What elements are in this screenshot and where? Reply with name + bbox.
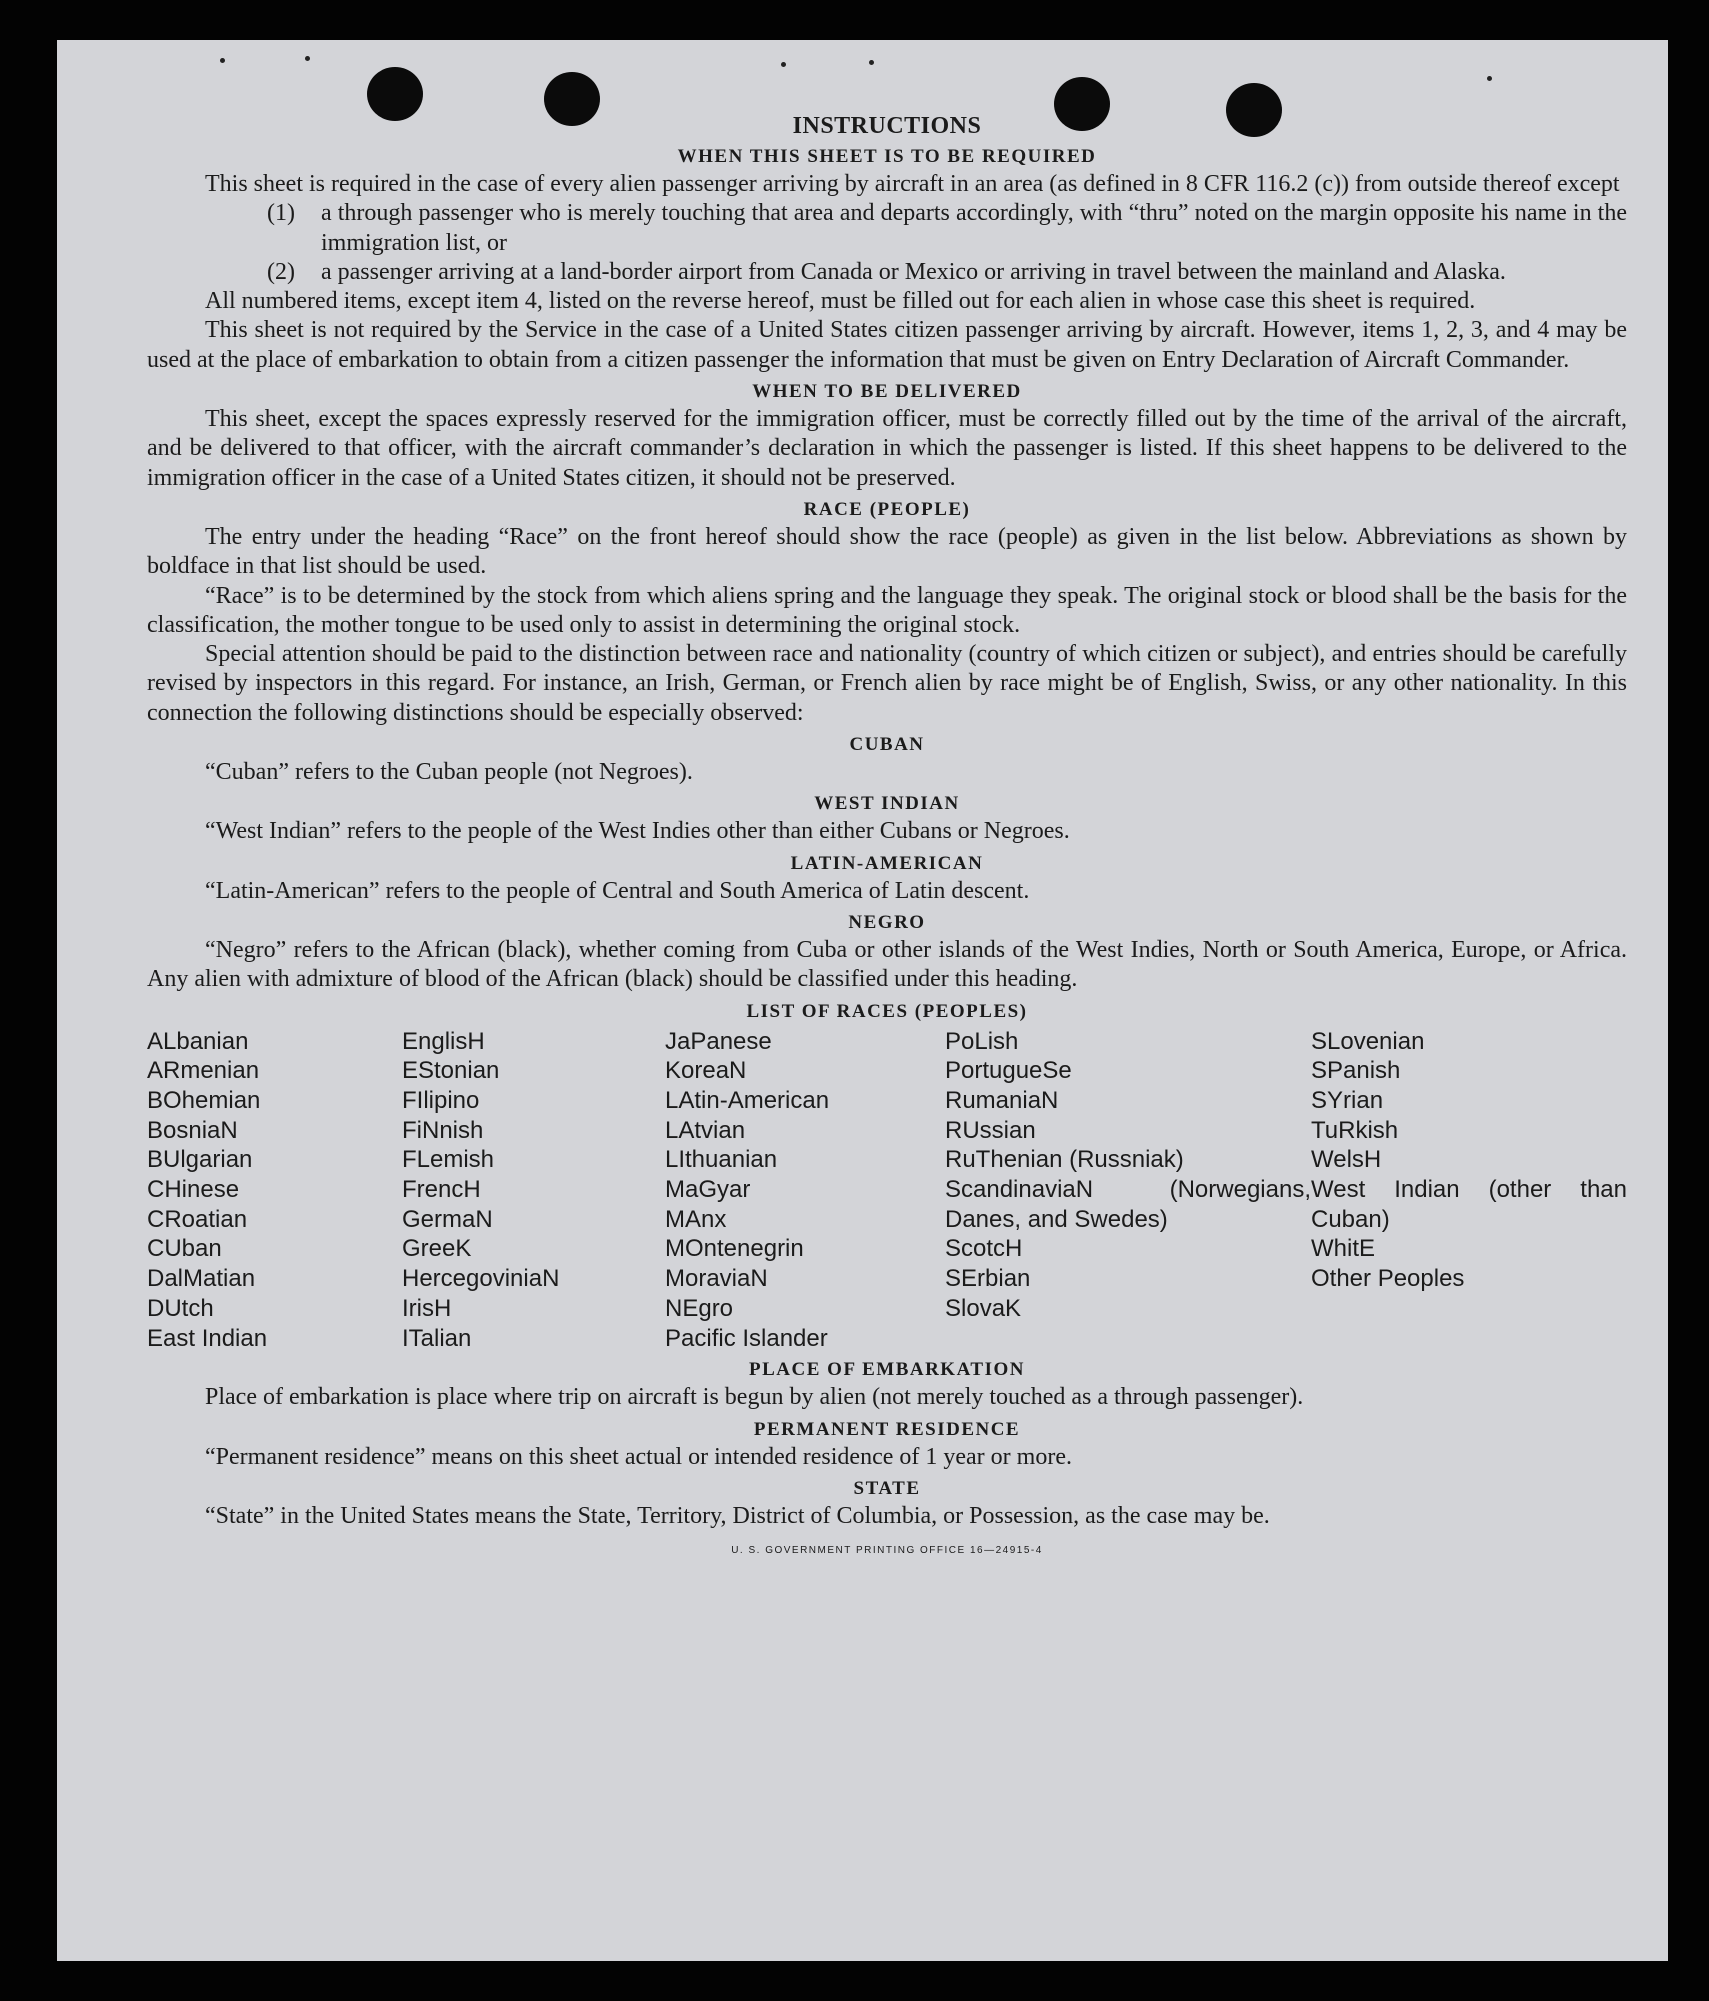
paragraph: “Latin-American” refers to the people of Central and South America of Latin descent. bbox=[205, 877, 1030, 904]
heading-list-of-races: LIST OF RACES (PEOPLES) bbox=[746, 1000, 1028, 1022]
speck bbox=[220, 58, 225, 63]
paragraph: The entry under the heading “Race” on the front hereof should show the race (people) as given in the list below. Abbreviations as shown by boldface in that list should be used. bbox=[147, 523, 1627, 580]
races-column bbox=[147, 1027, 402, 1354]
race-item: SLovenian bbox=[1311, 1027, 1425, 1055]
speck bbox=[869, 60, 874, 65]
race-item: LAtin-American bbox=[665, 1086, 830, 1114]
race-item: CRoatian bbox=[147, 1205, 248, 1233]
race-item: SYrian bbox=[1311, 1086, 1384, 1114]
races-list bbox=[147, 1027, 1627, 1354]
races-column bbox=[945, 1027, 1311, 1354]
race-item: LAtvian bbox=[665, 1116, 746, 1144]
race-item: IrisH bbox=[402, 1294, 452, 1322]
paragraph: “Permanent residence” means on this sheet actual or intended residence of 1 year or more. bbox=[205, 1443, 1072, 1470]
race-item: Pacific Islander bbox=[665, 1324, 828, 1352]
race-item: RuThenian (Russniak) bbox=[945, 1146, 1184, 1174]
instructions-content bbox=[147, 113, 1627, 1556]
race-item: MAnx bbox=[665, 1205, 727, 1233]
printing-office-footer: U. S. GOVERNMENT PRINTING OFFICE 16—24915-4 bbox=[731, 1545, 1043, 1557]
paragraph: “Race” is to be determined by the stock from which aliens spring and the language they speak. The original stock or blood shall be the basis for the classification, the mother tongue to be used only to assist in determining the original stock. bbox=[147, 582, 1627, 638]
race-item: Other Peoples bbox=[1311, 1265, 1465, 1293]
race-item: ARmenian bbox=[147, 1057, 260, 1085]
race-item: HercegoviniaN bbox=[402, 1265, 560, 1293]
race-item: FIlipino bbox=[402, 1086, 480, 1114]
race-item: WhitE bbox=[1311, 1235, 1376, 1263]
heading-when-delivered: WHEN TO BE DELIVERED bbox=[752, 381, 1022, 403]
paragraph: “West Indian” refers to the people of the West Indies other than either Cubans or Negroes. bbox=[205, 818, 1070, 845]
heading-permanent-residence: PERMANENT RESIDENCE bbox=[753, 1418, 1021, 1440]
paragraph: “Cuban” refers to the Cuban people (not Negroes). bbox=[205, 759, 693, 786]
heading-state: STATE bbox=[853, 1477, 921, 1499]
paragraph: “State” in the United States means the State, Territory, District of Columbia, or Possession, as the case may be. bbox=[205, 1502, 1270, 1529]
race-item: LIthuanian bbox=[665, 1146, 778, 1174]
heading-west-indian: WEST INDIAN bbox=[814, 793, 960, 815]
paragraph: This sheet is required in the case of every alien passenger arriving by aircraft in an area (as defined in 8 CFR 116.2 (c)) from outside thereof except bbox=[205, 171, 1620, 197]
speck bbox=[305, 56, 310, 61]
race-item: FLemish bbox=[402, 1146, 495, 1174]
races-column bbox=[1311, 1027, 1627, 1354]
item-text: a passenger arriving at a land-border airport from Canada or Mexico or arriving in travel between the mainland and Alaska. bbox=[321, 258, 1506, 285]
race-item: SErbian bbox=[945, 1265, 1031, 1293]
races-column bbox=[665, 1027, 945, 1354]
race-item: DalMatian bbox=[147, 1265, 256, 1293]
race-item: ITalian bbox=[402, 1324, 472, 1352]
heading-place-of-embarkation: PLACE OF EMBARKATION bbox=[749, 1359, 1025, 1381]
heading-race: RACE (PEOPLE) bbox=[803, 498, 971, 520]
item-number: (2) bbox=[267, 258, 295, 285]
race-item: FiNnish bbox=[402, 1116, 484, 1144]
race-item: West Indian (other than Cuban) bbox=[1311, 1176, 1627, 1233]
paragraph: This sheet, except the spaces expressly reserved for the immigration officer, must be correctly filled out by the time of the arrival of the aircraft, and be delivered to that officer, with the aircraft commander’s declaration in which the passenger is listed. If this sheet happens to be delivered to the immigration officer in the case of a United States citizen, it should not be preserved. bbox=[147, 406, 1627, 491]
race-item: RumaniaN bbox=[945, 1086, 1059, 1114]
paragraph: This sheet is not required by the Service in the case of a United States citizen passenger arriving by aircraft. However, items 1, 2, 3, and 4 may be used at the place of embarkation to obtain from a citizen passenger the information that must be given on Entry Declaration of Aircraft Commander. bbox=[147, 317, 1627, 373]
race-item: MaGyar bbox=[665, 1176, 751, 1204]
race-item: SPanish bbox=[1311, 1057, 1401, 1085]
list-item bbox=[147, 258, 1627, 287]
race-item: GreeK bbox=[402, 1235, 472, 1263]
page-title: INSTRUCTIONS bbox=[792, 113, 982, 139]
race-item: BOhemian bbox=[147, 1086, 261, 1114]
heading-negro: NEGRO bbox=[848, 911, 926, 933]
race-item: ALbanian bbox=[147, 1027, 249, 1055]
race-item: KoreaN bbox=[665, 1057, 747, 1085]
race-item: ScotcH bbox=[945, 1235, 1023, 1263]
race-item: BUlgarian bbox=[147, 1146, 253, 1174]
race-item: ScandinaviaN (Norwegians, Danes, and Swedes) bbox=[945, 1176, 1311, 1233]
paragraph: Place of embarkation is place where trip on aircraft is begun by alien (not merely touched as a through passenger). bbox=[205, 1384, 1304, 1411]
race-item: PortugueSe bbox=[945, 1057, 1072, 1085]
race-item: WelsH bbox=[1311, 1146, 1382, 1174]
race-item: EStonian bbox=[402, 1057, 500, 1085]
paragraph: All numbered items, except item 4, listed on the reverse hereof, must be filled out for each alien in whose case this sheet is required. bbox=[205, 288, 1476, 315]
race-item: SlovaK bbox=[945, 1294, 1022, 1322]
race-item: MOntenegrin bbox=[665, 1235, 804, 1263]
race-item: DUtch bbox=[147, 1294, 214, 1322]
race-item: NEgro bbox=[665, 1294, 734, 1322]
race-item: RUssian bbox=[945, 1116, 1036, 1144]
race-item: JaPanese bbox=[665, 1027, 772, 1055]
race-item: East Indian bbox=[147, 1324, 268, 1352]
race-item: EnglisH bbox=[402, 1027, 485, 1055]
item-text: a through passenger who is merely touching that area and departs accordingly, with “thru” noted on the margin opposite his name in the immigration list, or bbox=[321, 200, 1627, 256]
race-item: CHinese bbox=[147, 1176, 240, 1204]
paragraph: Special attention should be paid to the distinction between race and nationality (country of which citizen or subject), and entries should be carefully revised by inspectors in this regard. For instance, an Irish, German, or French alien by race might be of English, Swiss, or any other nationality. In this connection the following distinctions should be especially observed: bbox=[147, 641, 1627, 726]
race-item: MoraviaN bbox=[665, 1265, 768, 1293]
heading-cuban: CUBAN bbox=[849, 734, 925, 756]
list-item bbox=[147, 199, 1627, 258]
paragraph: “Negro” refers to the African (black), whether coming from Cuba or other islands of the West Indies, North or South America, Europe, or Africa. Any alien with admixture of blood of the African (black) should be classified under this heading. bbox=[147, 936, 1627, 993]
race-item: CUban bbox=[147, 1235, 222, 1263]
document-sheet bbox=[57, 40, 1668, 1961]
race-item: GermaN bbox=[402, 1205, 493, 1233]
race-item: TuRkish bbox=[1311, 1116, 1399, 1144]
race-item: BosniaN bbox=[147, 1116, 238, 1144]
speck bbox=[1487, 76, 1492, 81]
races-column bbox=[402, 1027, 665, 1354]
heading-latin-american: LATIN-AMERICAN bbox=[790, 852, 984, 874]
heading-when-required: WHEN THIS SHEET IS TO BE REQUIRED bbox=[677, 146, 1097, 167]
item-number: (1) bbox=[267, 200, 295, 227]
race-item: FrencH bbox=[402, 1176, 481, 1204]
speck bbox=[781, 62, 786, 67]
race-item: PoLish bbox=[945, 1027, 1019, 1055]
